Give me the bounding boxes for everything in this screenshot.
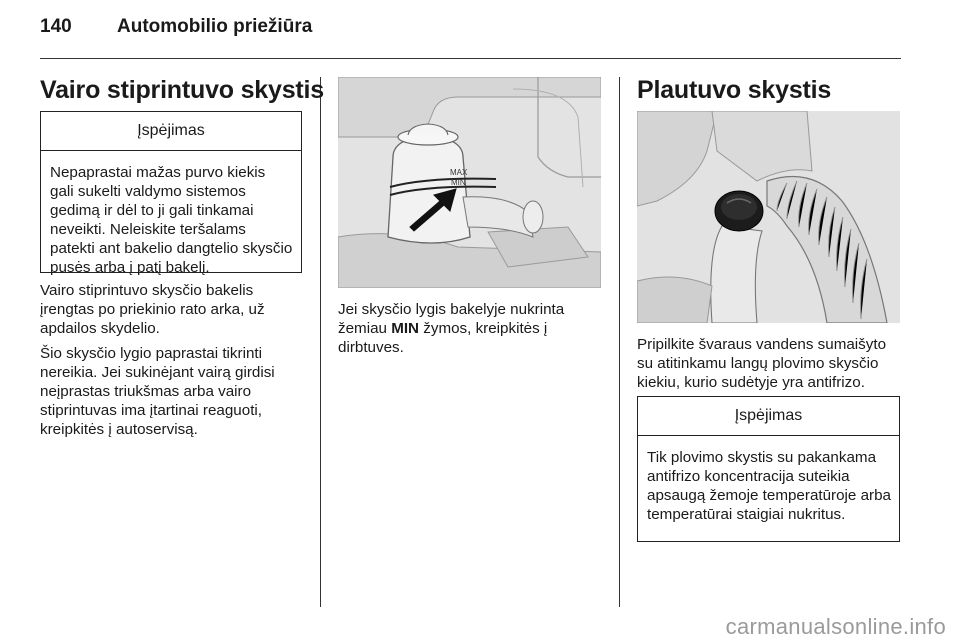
reservoir-figure (338, 77, 601, 288)
min-level-text (338, 300, 600, 357)
min-text-before: Jei skysčio lygis bakelyje nukrinta žemiau (338, 301, 565, 337)
warning-title: Įspėjimas (41, 112, 301, 151)
warning-box-washer (637, 396, 900, 542)
min-text-bold: MIN (391, 320, 420, 337)
power-steering-heading: Vairo stiprintuvo skystis (40, 76, 324, 104)
warning-text: Tik plovimo skystis su pakankama antifrizo koncentracija suteikia apsaugą žemoje temperatūroje arba temperatūrai staigiai nukritus. (647, 449, 891, 523)
column-divider-left (320, 77, 321, 607)
section-title: Automobilio priežiūra (117, 16, 313, 37)
paragraph-level-check: Šio skysčio lygio paprastai tikrinti nereikia. Jei sukinėjant vairą girdisi neįprastas triukšmas arba vairo stiprintuvas ima įtartinai reaguoti, kreipkitės į autoservisą. (40, 345, 275, 438)
washer-fluid-text: Pripilkite švaraus vandens sumaišyto su atitinkamu langų plovimo skysčio kiekiu, kurio sudėtyje yra antifrizo. (637, 336, 887, 391)
washer-fluid-heading: Plautuvo skystis (637, 76, 832, 104)
warning-title: Įspėjimas (638, 397, 899, 436)
reservoir-illustration (338, 77, 601, 288)
warning-box-power-steering (40, 111, 302, 276)
warning-text: Nepaprastai mažas purvo kiekis gali sukelti valdymo sistemos gedimą ir dėl to ji gali tinkamai neveikti. Neleiskite teršalams patekti ant bakelio dangtelio skysčio pusės arba į patį bakelį. (50, 164, 293, 276)
header-rule (40, 58, 901, 59)
washer-reservoir-illustration (637, 111, 900, 323)
page-number: 140 (40, 16, 72, 37)
column-divider-right (619, 77, 620, 607)
power-steering-text (40, 281, 308, 445)
min-label: MIN (451, 178, 466, 187)
washer-figure (637, 111, 900, 323)
watermark: carmanualsonline.info (725, 614, 946, 639)
paragraph-reservoir-location: Vairo stiprintuvo skysčio bakelis įrengtas po priekinio rato arka, už apdailos skydelio. (40, 282, 265, 337)
max-label: MAX (450, 168, 468, 177)
min-text-after: žymos, kreipkitės į dirbtuves. (338, 320, 548, 356)
